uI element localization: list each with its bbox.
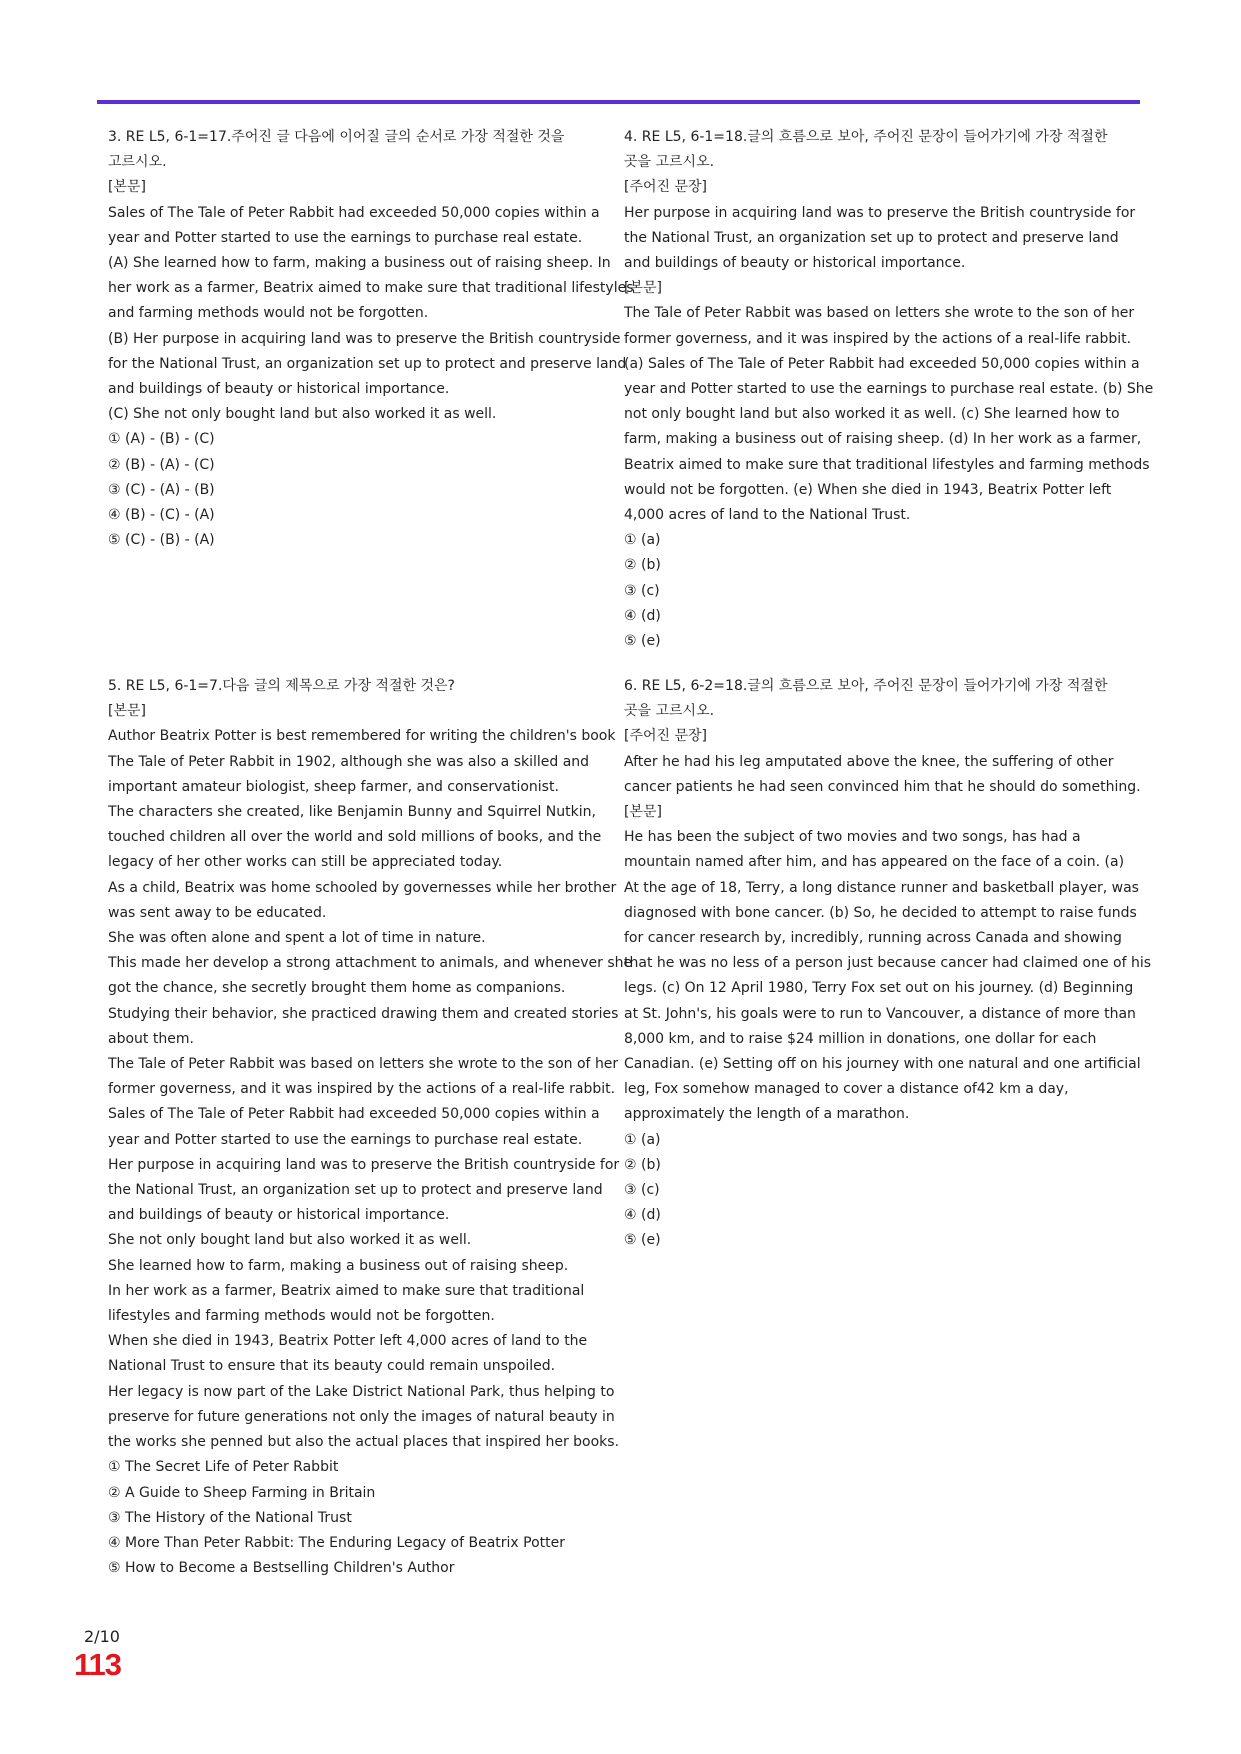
passage-line: at St. John's, his goals were to run to Vancouver, a distance of more than xyxy=(624,1005,1136,1022)
passage-line: Sales of The Tale of Peter Rabbit had exceeded 50,000 copies within a xyxy=(108,204,600,221)
passage-line: 8,000 km, and to raise $24 million in donations, one dollar for each xyxy=(624,1030,1097,1047)
passage-line: In her work as a farmer, Beatrix aimed to make sure that traditional xyxy=(108,1282,585,1299)
passage xyxy=(108,724,633,1455)
passage-line: diagnosed with bone cancer. (b) So, he decided to attempt to raise funds xyxy=(624,904,1137,921)
passage-line: would not be forgotten. (e) When she died in 1943, Beatrix Potter left xyxy=(624,481,1112,498)
passage-line: for the National Trust, an organization set up to protect and preserve land xyxy=(108,355,627,372)
passage-line: not only bought land but also worked it as well. (c) She learned how to xyxy=(624,406,1120,423)
header-line: 곳을 고르시오. xyxy=(624,154,715,171)
answer-choice[interactable]: ⑤ How to Become a Bestselling Children's Author xyxy=(108,1560,455,1577)
passage xyxy=(624,301,1154,528)
header-line: 고르시오. xyxy=(108,154,167,171)
given-line: cancer patients he had seen convinced him that he should do something. xyxy=(624,778,1141,795)
passage-line: was sent away to be educated. xyxy=(108,904,327,921)
answer-choice[interactable]: ④ (d) xyxy=(624,1207,661,1224)
header-line: 4. RE L5, 6-1=18.글의 흐름으로 보아, 주어진 문장이 들어가기에 가장 적절한 xyxy=(624,129,1108,145)
passage-line: When she died in 1943, Beatrix Potter left 4,000 acres of land to the xyxy=(108,1333,588,1350)
question-3 xyxy=(108,125,634,553)
answer-choice[interactable]: ③ The History of the National Trust xyxy=(108,1509,352,1526)
answer-choices xyxy=(624,1128,1134,1254)
answer-choice[interactable]: ① The Secret Life of Peter Rabbit xyxy=(108,1459,339,1476)
passage-line: important amateur biologist, sheep farmer, and conservationist. xyxy=(108,778,559,795)
passage-line: the National Trust, an organization set up to protect and preserve land xyxy=(108,1182,603,1199)
question-4 xyxy=(624,125,1154,654)
answer-choice[interactable]: ③ (c) xyxy=(624,1182,660,1199)
given-sentence-label: [주어진 문장] xyxy=(624,179,707,196)
passage-line: Studying their behavior, she practiced drawing them and created stories xyxy=(108,1005,619,1022)
passage-line: legs. (c) On 12 April 1980, Terry Fox set out on his journey. (d) Beginning xyxy=(624,980,1134,997)
passage-line: touched children all over the world and sold millions of books, and the xyxy=(108,829,602,846)
document-number: 113 xyxy=(74,1647,122,1682)
passage-line: approximately the length of a marathon. xyxy=(624,1106,910,1123)
question-header xyxy=(108,125,610,175)
answer-choice[interactable]: ① (a) xyxy=(624,532,661,549)
answer-choice[interactable]: ② (b) xyxy=(624,1156,661,1173)
passage-line: the works she penned but also the actual places that inspired her books. xyxy=(108,1434,620,1451)
passage-line: This made her develop a strong attachment to animals, and whenever she xyxy=(108,955,633,972)
given-sentence-label: [주어진 문장] xyxy=(624,728,707,745)
passage-line: (A) She learned how to farm, making a business out of raising sheep. In xyxy=(108,255,611,272)
passage-line: her work as a farmer, Beatrix aimed to make sure that traditional lifestyles xyxy=(108,280,634,297)
passage xyxy=(108,201,634,428)
answer-choices xyxy=(624,528,1134,654)
question-header xyxy=(108,674,610,699)
answer-choice[interactable]: ⑤ (e) xyxy=(624,633,661,650)
passage-line: 4,000 acres of land to the National Trust. xyxy=(624,507,911,524)
top-divider xyxy=(97,100,1140,104)
passage-line: year and Potter started to use the earnings to purchase real estate. (b) She xyxy=(624,381,1154,398)
question-5 xyxy=(108,674,633,1581)
passage-line: and farming methods would not be forgotten. xyxy=(108,305,429,322)
answer-choice[interactable]: ③ (c) xyxy=(624,582,660,599)
passage-line: He has been the subject of two movies and two songs, has had a xyxy=(624,829,1081,846)
answer-choice[interactable]: ④ More Than Peter Rabbit: The Enduring Legacy of Beatrix Potter xyxy=(108,1534,566,1551)
answer-choice[interactable]: ② A Guide to Sheep Farming in Britain xyxy=(108,1484,376,1501)
passage-label: [본문] xyxy=(108,703,146,720)
answer-choices xyxy=(108,1455,610,1581)
passage-label: [본문] xyxy=(624,280,662,297)
header-line: 3. RE L5, 6-1=17.주어진 글 다음에 이어질 글의 순서로 가장 적절한 것을 xyxy=(108,129,565,145)
given-sentence xyxy=(624,201,1134,277)
passage-line: legacy of her other works can still be appreciated today. xyxy=(108,854,503,871)
passage-line: The characters she created, like Benjamin Bunny and Squirrel Nutkin, xyxy=(108,804,596,821)
passage-line: The Tale of Peter Rabbit was based on letters she wrote to the son of her xyxy=(108,1056,619,1073)
passage-line: (C) She not only bought land but also worked it as well. xyxy=(108,406,497,423)
answer-choice[interactable]: ④ (B) - (C) - (A) xyxy=(108,507,215,524)
answer-choice[interactable]: ④ (d) xyxy=(624,607,661,624)
passage-line: The Tale of Peter Rabbit was based on letters she wrote to the son of her xyxy=(624,305,1135,322)
passage-line: Canadian. (e) Setting off on his journey with one natural and one artificial xyxy=(624,1056,1141,1073)
passage-line: leg, Fox somehow managed to cover a distance of42 km a day, xyxy=(624,1081,1069,1098)
answer-choice[interactable]: ⑤ (e) xyxy=(624,1232,661,1249)
passage-line: At the age of 18, Terry, a long distance runner and basketball player, was xyxy=(624,879,1139,896)
given-line: Her purpose in acquiring land was to preserve the British countryside for xyxy=(624,204,1136,221)
answer-choice[interactable]: ⑤ (C) - (B) - (A) xyxy=(108,532,215,549)
passage-label: [본문] xyxy=(624,804,662,821)
passage-line: year and Potter started to use the earnings to purchase real estate. xyxy=(108,229,583,246)
passage-line: preserve for future generations not only the images of natural beauty in xyxy=(108,1408,615,1425)
passage-line: Her purpose in acquiring land was to preserve the British countryside for xyxy=(108,1156,620,1173)
passage-line: Her legacy is now part of the Lake District National Park, thus helping to xyxy=(108,1383,615,1400)
passage-line: got the chance, she secretly brought them home as companions. xyxy=(108,980,566,997)
passage-line: former governess, and it was inspired by the actions of a real-life rabbit. xyxy=(624,330,1132,347)
given-line: the National Trust, an organization set up to protect and preserve land xyxy=(624,229,1119,246)
header-line: 6. RE L5, 6-2=18.글의 흐름으로 보아, 주어진 문장이 들어가기에 가장 적절한 xyxy=(624,678,1108,694)
passage-line: National Trust to ensure that its beauty could remain unspoiled. xyxy=(108,1358,556,1375)
answer-choice[interactable]: ① (A) - (B) - (C) xyxy=(108,431,215,448)
answer-choice[interactable]: ① (a) xyxy=(624,1131,661,1148)
passage-line: (a) Sales of The Tale of Peter Rabbit had exceeded 50,000 copies within a xyxy=(624,355,1140,372)
header-line: 곳을 고르시오. xyxy=(624,703,715,720)
header-line: 5. RE L5, 6-1=7.다음 글의 제목으로 가장 적절한 것은? xyxy=(108,678,455,694)
passage xyxy=(624,825,1152,1127)
passage-line: She was often alone and spent a lot of time in nature. xyxy=(108,930,486,947)
passage-line: She not only bought land but also worked it as well. xyxy=(108,1232,472,1249)
given-line: After he had his leg amputated above the knee, the suffering of other xyxy=(624,753,1114,770)
passage-line: and buildings of beauty or historical importance. xyxy=(108,381,450,398)
answer-choice[interactable]: ② (B) - (A) - (C) xyxy=(108,456,215,473)
passage-line: As a child, Beatrix was home schooled by governesses while her brother xyxy=(108,879,617,896)
answer-choice[interactable]: ③ (C) - (A) - (B) xyxy=(108,481,215,498)
passage-label: [본문] xyxy=(108,179,146,196)
page-indicator: 2/10 xyxy=(84,1627,120,1646)
question-header xyxy=(624,125,1134,175)
passage-line: Sales of The Tale of Peter Rabbit had exceeded 50,000 copies within a xyxy=(108,1106,600,1123)
passage-line: Author Beatrix Potter is best remembered for writing the children's book xyxy=(108,728,616,745)
passage-line: and buildings of beauty or historical importance. xyxy=(108,1207,450,1224)
passage-line: The Tale of Peter Rabbit in 1902, although she was also a skilled and xyxy=(108,753,590,770)
given-sentence xyxy=(624,750,1141,800)
passage-line: lifestyles and farming methods would not be forgotten. xyxy=(108,1308,495,1325)
passage-line: She learned how to farm, making a business out of raising sheep. xyxy=(108,1257,569,1274)
given-line: and buildings of beauty or historical importance. xyxy=(624,255,966,272)
passage-line: that he was no less of a person just because cancer had claimed one of his xyxy=(624,955,1152,972)
passage-line: Beatrix aimed to make sure that traditional lifestyles and farming methods xyxy=(624,456,1150,473)
passage-line: year and Potter started to use the earnings to purchase real estate. xyxy=(108,1131,583,1148)
passage-line: former governess, and it was inspired by the actions of a real-life rabbit. xyxy=(108,1081,616,1098)
passage-line: (B) Her purpose in acquiring land was to preserve the British countryside xyxy=(108,330,621,347)
question-header xyxy=(624,674,1134,724)
answer-choice[interactable]: ② (b) xyxy=(624,557,661,574)
answer-choices xyxy=(108,427,610,553)
passage-line: farm, making a business out of raising sheep. (d) In her work as a farmer, xyxy=(624,431,1142,448)
passage-line: about them. xyxy=(108,1030,194,1047)
passage-line: mountain named after him, and has appeared on the face of a coin. (a) xyxy=(624,854,1125,871)
question-6 xyxy=(624,674,1152,1254)
passage-line: for cancer research by, incredibly, running across Canada and showing xyxy=(624,930,1122,947)
